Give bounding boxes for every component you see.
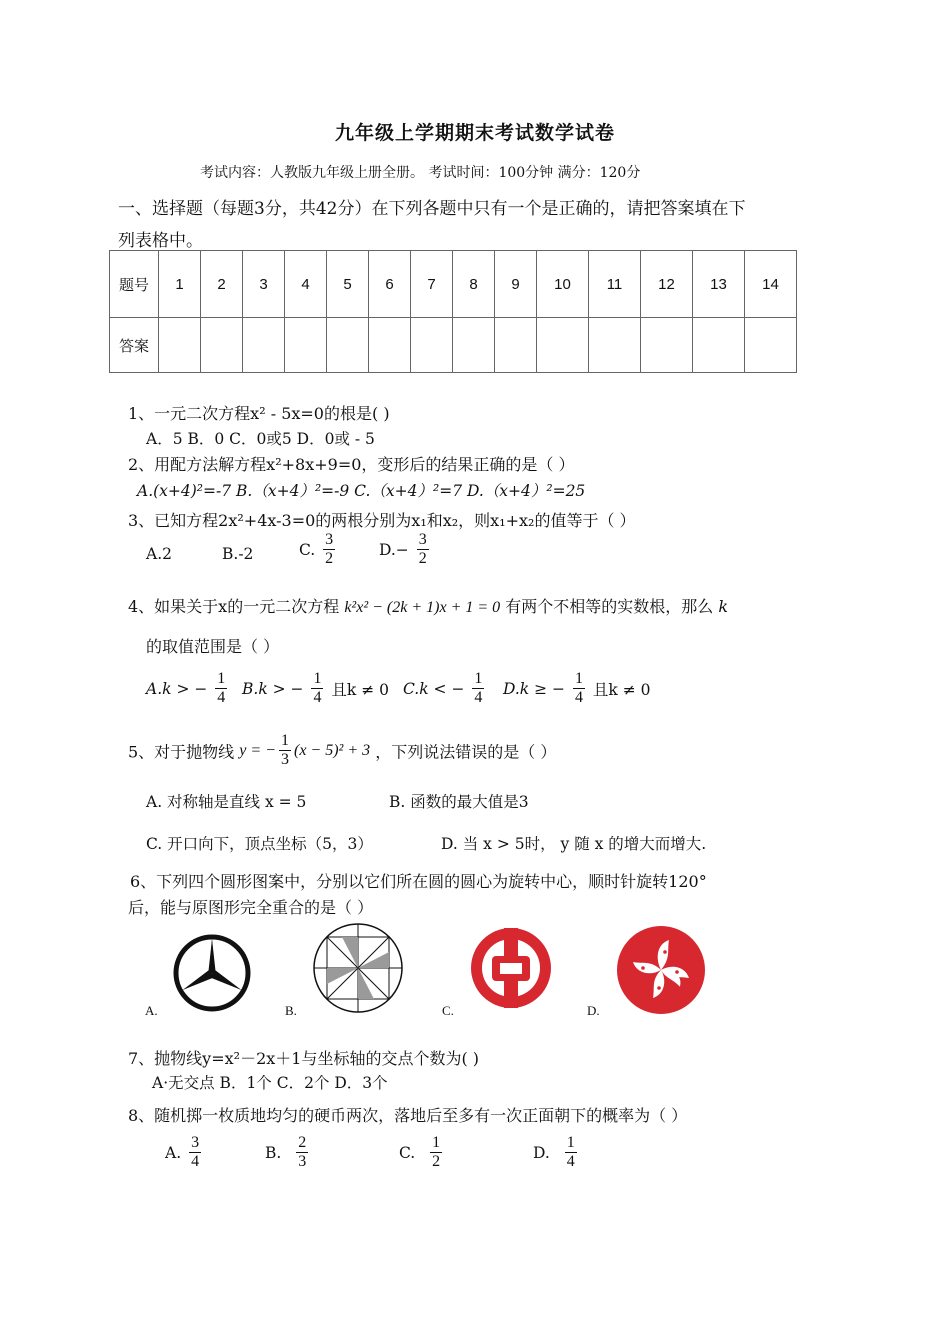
question-8-option-a [165,1134,204,1172]
fraction [215,670,227,708]
question-5-option-c: C. 开口向下，顶点坐标（5，3） [146,835,373,853]
denominator: 3 [280,751,289,769]
denominator: 4 [574,689,583,707]
answer-cell[interactable] [159,318,201,373]
question-3-option-a: A.2 [146,545,172,563]
numerator: 3 [323,531,335,550]
stem-text: ，下列说法错误的是（ ） [375,742,557,762]
question-1-options: A．5 B．0 C．0或5 D．0或 - 5 [146,430,375,448]
denominator: 2 [432,1153,441,1171]
numerator: 1 [573,670,585,689]
question-4-stem-cont: 的取值范围是（ ） [146,637,280,656]
denominator: 2 [325,550,334,568]
question-4-option-d [503,670,651,708]
question-number: 14 [745,251,797,318]
question-3-stem: 3、已知方程2x²+4x-3=0的两根分别为x₁和x₂，则x₁+x₂的值等于（ ） [128,511,636,530]
stem-text: 4、如果关于x的一元二次方程 [128,597,340,616]
pinwheel-emblem [312,922,404,1014]
question-1-stem: 1、一元二次方程x² - 5x=0的根是( ) [128,404,390,423]
numerator: 1 [215,670,227,689]
bank-emblem [468,925,554,1011]
question-2-stem: 2、用配方法解方程x²+8x+9=0，变形后的结果正确的是（ ） [128,455,575,474]
numerator: 1 [472,670,484,689]
question-number: 6 [369,251,411,318]
option-label: B.k > − [242,679,304,698]
question-6-stem: 6、下列四个圆形图案中，分别以它们所在圆的圆心为旋转中心，顺时针旋转120° [130,872,707,891]
numerator: 3 [417,531,429,550]
section-1-instructions: 一、选择题（每题3分，共42分）在下列各题中只有一个是正确的，请把答案填在下 [118,199,746,219]
answer-cell[interactable] [745,318,797,373]
question-7-stem: 7、抛物线y=x²－2x＋1与坐标轴的交点个数为( ) [128,1049,480,1068]
fraction [296,1134,308,1172]
question-6-stem-cont: 后，能与原图形完全重合的是（ ） [128,898,374,917]
stem-text: 有两个不相等的实数根，那么 [505,597,714,616]
denominator: 4 [217,689,226,707]
figure-d-label: D. [587,1003,600,1018]
question-4-option-c [403,670,487,708]
option-label: C. [299,540,316,559]
fraction [430,1134,442,1172]
variable: k [718,597,729,616]
answer-cell[interactable] [369,318,411,373]
question-number: 9 [495,251,537,318]
question-5-stem [128,732,556,770]
question-3-option-c [299,531,338,569]
question-2-options: A.(x+4)²=-7 B.（x+4）²=-9 C.（x+4）²=7 D.（x+4）²=25 [137,482,586,500]
section-1-instructions-cont: 列表格中。 [118,231,203,251]
question-number: 11 [589,251,641,318]
equation: (x − 5)² + 3 [293,741,371,759]
denominator: 4 [313,689,322,707]
numerator: 3 [189,1134,201,1153]
answer-cell[interactable] [243,318,285,373]
fraction [573,670,585,708]
numerator: 1 [565,1134,577,1153]
question-5-option-a: A. 对称轴是直线 x = 5 [146,793,307,811]
answer-cell[interactable] [589,318,641,373]
question-8-option-c [399,1134,445,1172]
three-pointed-star-emblem [172,933,252,1013]
numerator: 1 [430,1134,442,1153]
page-title: 九年级上学期期末考试数学试卷 [334,122,615,144]
numerator: 1 [279,732,291,751]
question-5-option-b: B. 函数的最大值是3 [389,793,529,811]
denominator: 3 [298,1153,307,1171]
question-number: 12 [641,251,693,318]
question-number: 1 [159,251,201,318]
table-answer-label: 答案 [110,318,159,373]
option-label: D. [533,1143,550,1162]
denominator: 4 [474,689,483,707]
equation: y = − [239,741,276,759]
denominator: 4 [566,1153,575,1171]
question-3-option-b: B.-2 [222,545,254,563]
option-tail: 且k ≠ 0 [331,680,390,699]
option-label: C.k < − [403,679,465,698]
figure-a-label: A. [145,1003,158,1018]
answer-cell[interactable] [495,318,537,373]
denominator: 2 [418,550,427,568]
question-number: 5 [327,251,369,318]
table-header-label: 题号 [110,251,159,318]
numerator: 1 [311,670,323,689]
question-number: 2 [201,251,243,318]
fraction [279,732,291,770]
option-label: A. [165,1143,182,1162]
option-label: D.k ≥ − [503,679,566,698]
option-label: D.− [379,540,409,559]
answer-cell[interactable] [411,318,453,373]
question-8-stem: 8、随机掷一枚质地均匀的硬币两次，落地后至多有一次正面朝下的概率为（ ） [128,1106,688,1125]
bauhinia-flower-emblem [615,924,707,1016]
question-number: 3 [243,251,285,318]
exam-info: 考试内容：人教版九年级上册全册。 考试时间：100分钟 满分：120分 [200,165,641,181]
fraction [323,531,335,569]
figure-b-label: B. [285,1003,297,1018]
question-3-option-d [379,531,432,569]
denominator: 4 [191,1153,200,1171]
option-label: C. [399,1143,416,1162]
question-4-stem [128,594,728,617]
answer-cell[interactable] [537,318,589,373]
answer-table [109,250,797,373]
answer-cell[interactable] [285,318,327,373]
question-7-options: A·无交点 B．1个 C．2个 D．3个 [152,1074,388,1092]
option-label: B. [265,1143,282,1162]
option-label: A.k > − [146,679,208,698]
figure-c-label: C. [442,1003,454,1018]
question-number: 8 [453,251,495,318]
question-number: 13 [693,251,745,318]
fraction [311,670,323,708]
answer-cell[interactable] [693,318,745,373]
equation: k²x² − (2k + 1)x + 1 = 0 [344,599,501,616]
question-number: 10 [537,251,589,318]
question-8-option-d [533,1134,580,1172]
answer-cell[interactable] [201,318,243,373]
fraction [417,531,429,569]
question-number: 4 [285,251,327,318]
answer-cell[interactable] [327,318,369,373]
question-8-option-b [265,1134,311,1172]
question-4-option-a [146,670,230,708]
question-5-option-d: D. 当 x > 5时， y 随 x 的增大而增大. [441,835,707,853]
fraction [472,670,484,708]
question-number: 7 [411,251,453,318]
answer-cell[interactable] [641,318,693,373]
fraction [565,1134,577,1172]
option-tail: 且k ≠ 0 [592,680,651,699]
numerator: 2 [296,1134,308,1153]
question-4-option-b [242,670,389,708]
fraction [189,1134,201,1172]
answer-cell[interactable] [453,318,495,373]
stem-text: 5、对于抛物线 [128,742,235,762]
